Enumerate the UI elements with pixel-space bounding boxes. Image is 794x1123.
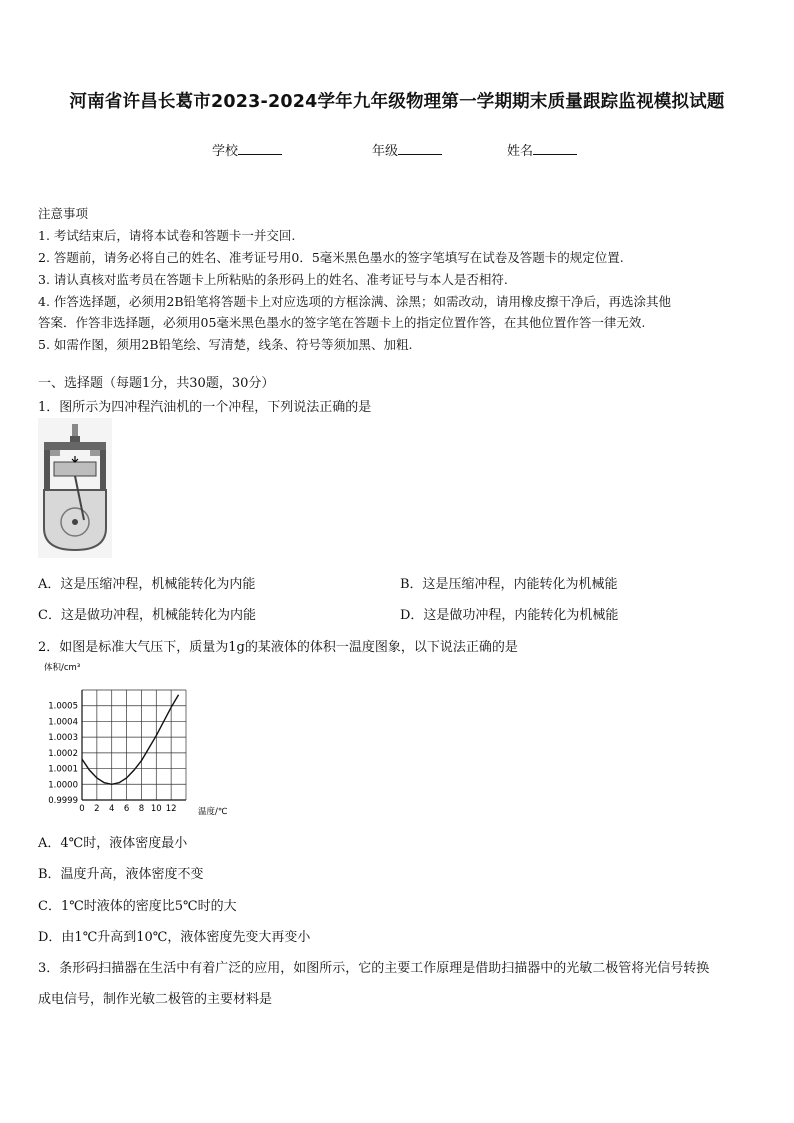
chart-y-axis-label: 体积/cm³: [44, 663, 81, 673]
question-2-stem: 2．如图是标准大气压下，质量为1g的某液体的体积一温度图象，以下说法正确的是: [38, 640, 518, 655]
notice-item: 1. 考试结束后，请将本试卷和答题卡一并交回.: [38, 228, 296, 243]
notice-item: 5. 如需作图，须用2B铅笔绘、写清楚，线条、符号等须加黑、加粗.: [38, 337, 413, 352]
question-3-line-1: 3．条形码扫描器在生活中有着广泛的应用，如图所示，它的主要工作原理是借助扫描器中的光敏二极管将光信号转换: [38, 961, 710, 976]
q1-option-d: D．这是做功冲程，内能转化为机械能: [400, 608, 619, 623]
grade-field: [372, 140, 442, 159]
x-tick-label: 12: [165, 804, 177, 814]
question-1-stem: 1．图所示为四冲程汽油机的一个冲程，下列说法正确的是: [38, 400, 372, 415]
x-tick-label: 8: [138, 804, 145, 814]
name-label: 姓名: [507, 144, 534, 159]
notice-heading: 注意事项: [38, 206, 89, 221]
name-blank: [533, 142, 577, 155]
grade-blank: [398, 142, 442, 155]
y-tick-label: 1.0004: [48, 717, 78, 728]
y-tick-label: 1.0005: [48, 701, 78, 712]
q1-option-c: C．这是做功冲程，机械能转化为内能: [38, 608, 256, 623]
notice-item: 4. 作答选择题，必须用2B铅笔将答题卡上对应选项的方框涂满、涂黑；如需改动，请用橡皮擦干净后，再选涂其他: [38, 294, 672, 309]
x-tick-label: 0: [79, 804, 85, 814]
q2-option-c: C．1℃时液体的密度比5℃时的大: [38, 899, 237, 914]
y-tick-label: 1.0002: [48, 748, 78, 759]
y-tick-label: 1.0003: [48, 733, 78, 744]
question-3-line-2: 成电信号，制作光敏二极管的主要材料是: [38, 992, 273, 1007]
x-tick-label: 6: [123, 804, 130, 814]
chart-series-line: [82, 695, 179, 785]
q2-option-a: A．4℃时，液体密度最小: [38, 836, 188, 851]
notice-item: 3. 请认真核对监考员在答题卡上所粘贴的条形码上的姓名、准考证号与本人是否相符.: [38, 272, 508, 287]
q1-option-b: B．这是压缩冲程，内能转化为机械能: [400, 577, 618, 592]
engine-diagram: [38, 418, 112, 558]
school-field: [212, 140, 282, 159]
school-blank: [238, 142, 282, 155]
x-tick-label: 10: [150, 804, 162, 814]
q2-option-d: D．由1℃升高到10℃，液体密度先变大再变小: [38, 930, 311, 945]
section-heading: 一、选择题（每题1分，共30题，30分）: [38, 376, 275, 391]
y-tick-label: 1.0001: [48, 764, 78, 775]
y-tick-label: 0.9999: [48, 796, 78, 806]
page-title: 河南省许昌长葛市2023-2024学年九年级物理第一学期期末质量跟踪监视模拟试题: [69, 92, 725, 112]
school-label: 学校: [212, 144, 239, 159]
q1-option-a: A．这是压缩冲程，机械能转化为内能: [38, 577, 256, 592]
chart-x-axis-label: 温度/℃: [198, 807, 228, 817]
chart-grid: [82, 690, 186, 800]
volume-temperature-chart: [38, 660, 238, 820]
grade-label: 年级: [372, 144, 399, 159]
notice-item: 2. 答题前，请务必将自己的姓名、准考证号用0．5毫米黑色墨水的签字笔填写在试卷及答题卡的规定位置.: [38, 250, 624, 265]
name-field: [507, 140, 577, 159]
x-tick-label: 4: [109, 804, 115, 814]
notice-item: 答案．作答非选择题，必须用05毫米黑色墨水的签字笔在答题卡上的指定位置作答，在其他位置作答一律无效.: [38, 315, 646, 330]
chart-x-tick-labels: [79, 804, 176, 814]
q2-option-b: B．温度升高，液体密度不变: [38, 867, 204, 882]
x-tick-label: 2: [94, 804, 100, 814]
y-tick-label: 1.0000: [48, 780, 78, 791]
chart-y-tick-labels: [48, 702, 78, 806]
chart-axes: [82, 690, 186, 800]
